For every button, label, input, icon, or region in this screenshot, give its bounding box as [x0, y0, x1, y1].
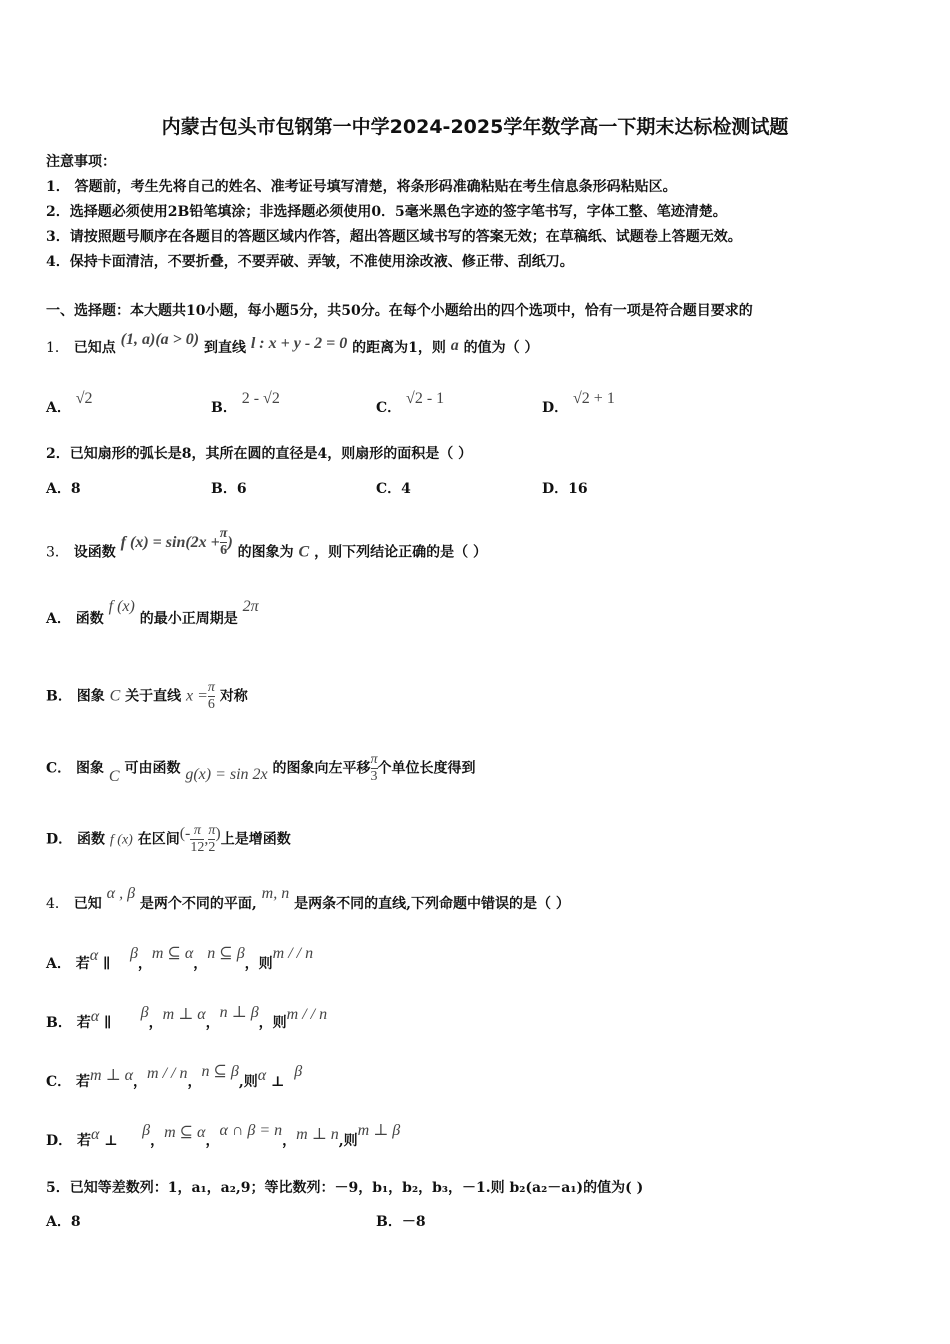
option-text: ，: [137, 956, 152, 972]
option-text: 函数: [77, 831, 106, 848]
math-expression: β: [140, 1004, 149, 1021]
question-3: [46, 526, 487, 569]
fraction-numerator: π: [193, 823, 201, 838]
option-label: A．: [46, 400, 71, 416]
option-a[interactable]: [46, 945, 314, 974]
option-b[interactable]: [46, 680, 248, 713]
option-text: 若: [75, 956, 90, 972]
fraction-numerator: π: [208, 823, 216, 838]
option-label: A．: [46, 956, 71, 972]
math-expression: α: [89, 947, 99, 964]
option-text: 对称: [219, 688, 248, 705]
math-expression: ): [215, 824, 221, 842]
math-expression: β: [142, 1122, 151, 1139]
question-4: [46, 885, 570, 914]
option-label: B．: [376, 1214, 402, 1230]
math-expression: β: [294, 1063, 303, 1080]
notice-item: 1． 答题前，考生先将自己的姓名、准考证号填写清楚，将条形码准确粘贴在考生信息条形码粘贴区。: [46, 179, 677, 195]
option-text: 关于直线: [125, 688, 182, 705]
math-expression: 2π: [242, 598, 259, 615]
option-c[interactable]: [376, 479, 411, 499]
math-expression: α: [257, 1067, 267, 1084]
fraction-numerator: π: [207, 680, 215, 695]
question-2: 2．已知扇形的弧长是8，其所在圆的直径是4，则扇形的面积是（ ）: [46, 446, 473, 462]
math-expression: 2 - √2: [241, 390, 280, 407]
option-text: ，: [150, 1133, 165, 1149]
math-expression: α ∩ β = n: [219, 1122, 283, 1139]
notice-item: 4．保持卡面清洁，不要折叠，不要弄破、弄皱，不准使用涂改液、修正带、刮纸刀。: [46, 254, 574, 270]
option-c[interactable]: [46, 752, 476, 785]
math-expression: ,: [204, 830, 209, 848]
question-text: 是两个不同的平面,: [139, 896, 257, 912]
option-b[interactable]: [211, 390, 280, 418]
option-text: 可由函数: [124, 760, 181, 777]
question-text: 的值为（ ）: [463, 340, 539, 356]
option-b[interactable]: [376, 1212, 426, 1232]
option-text: 若: [76, 1074, 91, 1090]
math-expression: √2: [75, 390, 93, 407]
option-label: D．: [542, 481, 569, 497]
math-expression: m ⊆ α: [151, 945, 194, 962]
fraction-denominator: 2: [208, 840, 216, 855]
math-expression: m ⊥ n: [296, 1126, 339, 1143]
option-label: A．: [46, 481, 71, 497]
perpendicular-symbol: ⊥: [104, 1133, 118, 1149]
option-text: 若: [77, 1133, 92, 1149]
option-label: C．: [46, 1074, 72, 1090]
fraction-denominator: 6: [220, 543, 228, 558]
question-1: [46, 331, 539, 358]
option-text: ,则: [238, 1074, 258, 1090]
question-number: 4．: [46, 896, 69, 912]
fraction-numerator: π: [370, 752, 378, 767]
option-value: 8: [70, 481, 81, 497]
option-text: ,则: [338, 1133, 358, 1149]
section-heading: 一、选择题：本大题共10小题，每小题5分，共50分。在每个小题给出的四个选项中，恰有一项是符合题目要求的: [46, 303, 753, 319]
math-expression: (-: [179, 824, 191, 842]
option-text: 在区间: [137, 831, 180, 848]
option-text: ，: [148, 1015, 163, 1031]
math-expression: α: [90, 1008, 100, 1025]
option-label: D．: [542, 400, 569, 416]
question-number: 1．: [46, 340, 69, 356]
parallel-symbol: ∥: [103, 956, 111, 972]
math-expression: n ⊆ β: [201, 1063, 239, 1080]
option-value: 16: [568, 481, 588, 497]
option-label: C．: [376, 400, 402, 416]
notice-item: 2．选择题必须使用2B铅笔填涂；非选择题必须使用0．5毫米黑色字迹的签字笔书写，字体工整、笔迹清楚。: [46, 204, 727, 220]
question-number: 3．: [46, 544, 69, 561]
option-a[interactable]: [46, 1212, 81, 1232]
option-value: 4: [401, 481, 411, 497]
option-text: ，: [205, 1133, 220, 1149]
question-text: 的图象为: [237, 544, 294, 561]
math-expression: n ⊥ β: [219, 1004, 259, 1021]
option-label: B．: [211, 481, 237, 497]
option-d[interactable]: [542, 479, 588, 499]
math-expression: α , β: [106, 885, 136, 902]
option-b[interactable]: [211, 479, 247, 499]
option-text: ，: [193, 956, 208, 972]
question-text: 已知点: [73, 340, 116, 356]
option-label: C．: [376, 481, 402, 497]
page-title: 内蒙古包头市包钢第一中学2024-2025学年数学高一下期末达标检测试题: [161, 116, 789, 138]
math-expression: ): [227, 533, 233, 551]
question-text: 到直线: [203, 340, 246, 356]
option-c[interactable]: [46, 1063, 303, 1092]
math-expression: α: [91, 1126, 100, 1143]
option-c[interactable]: [376, 390, 445, 418]
option-label: D．: [46, 831, 73, 848]
math-expression: m / / n: [272, 945, 314, 962]
question-text: 已知: [73, 896, 102, 912]
fraction-numerator: π: [219, 526, 228, 541]
option-d[interactable]: [46, 823, 291, 856]
math-expression: m, n: [261, 885, 290, 902]
math-expression: x =: [186, 687, 208, 705]
option-text: 图象: [76, 760, 105, 777]
option-text: ，则: [244, 956, 273, 972]
option-text: 上是增函数: [220, 831, 291, 848]
option-label: D．: [46, 1133, 73, 1149]
math-expression: (1, a)(a > 0): [120, 331, 200, 348]
question-text: 设函数: [73, 544, 116, 561]
math-expression: m ⊥ α: [90, 1067, 134, 1084]
math-expression: g(x) = sin 2x: [185, 765, 268, 783]
option-label: C．: [46, 760, 72, 777]
option-text: ，: [282, 1133, 297, 1149]
option-value: －8: [401, 1214, 426, 1230]
option-a[interactable]: [46, 598, 259, 629]
option-label: B．: [211, 400, 237, 416]
math-expression: C: [298, 543, 310, 561]
option-text: 图象: [76, 688, 105, 705]
option-a[interactable]: [46, 479, 81, 499]
option-text: 函数: [75, 611, 104, 627]
math-expression: m ⊥ α: [162, 1006, 206, 1023]
math-expression: f (x) = sin(2x +: [120, 533, 220, 551]
option-label: A．: [46, 1214, 71, 1230]
math-expression: f (x): [108, 598, 135, 615]
option-value: 6: [236, 481, 247, 497]
fraction: [190, 823, 204, 856]
question-text: 的距离为1，则: [352, 340, 446, 356]
option-value: 8: [70, 1214, 81, 1230]
option-text: 若: [76, 1015, 91, 1031]
perpendicular-symbol: ⊥: [271, 1074, 285, 1090]
option-b[interactable]: [46, 1004, 328, 1033]
math-expression: a: [450, 337, 459, 354]
option-d[interactable]: [46, 1122, 401, 1151]
option-text: 个单位长度得到: [377, 760, 476, 777]
option-text: ，: [187, 1074, 202, 1090]
question-text: 是两条不同的直线,下列命题中错误的是（ ）: [294, 896, 570, 912]
option-label: A．: [46, 611, 71, 627]
math-expression: C: [108, 767, 120, 785]
math-expression: m ⊥ β: [357, 1122, 401, 1139]
math-expression: m / / n: [286, 1006, 328, 1023]
fraction: [371, 752, 378, 785]
math-expression: √2 - 1: [406, 390, 445, 407]
option-a[interactable]: [46, 390, 93, 418]
math-expression: l : x + y - 2 = 0: [250, 335, 348, 352]
notice-heading: 注意事项：: [46, 154, 116, 170]
math-expression: √2 + 1: [573, 390, 615, 407]
option-text: ，: [205, 1015, 220, 1031]
question-5: 5．已知等差数列：1，a₁，a₂,9；等比数列：－9，b₁，b₂，b₃，－1.则 b₂(a₂－a₁)的值为( ): [46, 1180, 644, 1196]
parallel-symbol: ∥: [104, 1015, 112, 1031]
fraction-denominator: 3: [370, 769, 378, 784]
math-expression: n ⊆ β: [207, 945, 245, 962]
fraction-denominator: 6: [207, 697, 215, 712]
math-expression: m ⊆ α: [164, 1124, 206, 1141]
option-text: ，: [133, 1074, 148, 1090]
math-expression: C: [109, 687, 121, 705]
question-text: ，则下列结论正确的是（ ）: [314, 544, 487, 561]
math-expression: f (x): [109, 832, 133, 848]
option-d[interactable]: [542, 390, 615, 418]
option-text: 的最小正周期是: [139, 611, 238, 627]
option-text: ，则: [258, 1015, 287, 1031]
math-expression: β: [129, 945, 138, 962]
option-text: 的图象向左平移: [272, 760, 371, 777]
fraction: [208, 680, 215, 713]
option-label: B．: [46, 1015, 72, 1031]
math-expression: m / / n: [147, 1065, 188, 1082]
fraction-denominator: 12: [190, 840, 205, 855]
notice-item: 3．请按照题号顺序在各题目的答题区域内作答，超出答题区域书写的答案无效；在草稿纸、试题卷上答题无效。: [46, 229, 742, 245]
option-label: B．: [46, 688, 72, 705]
